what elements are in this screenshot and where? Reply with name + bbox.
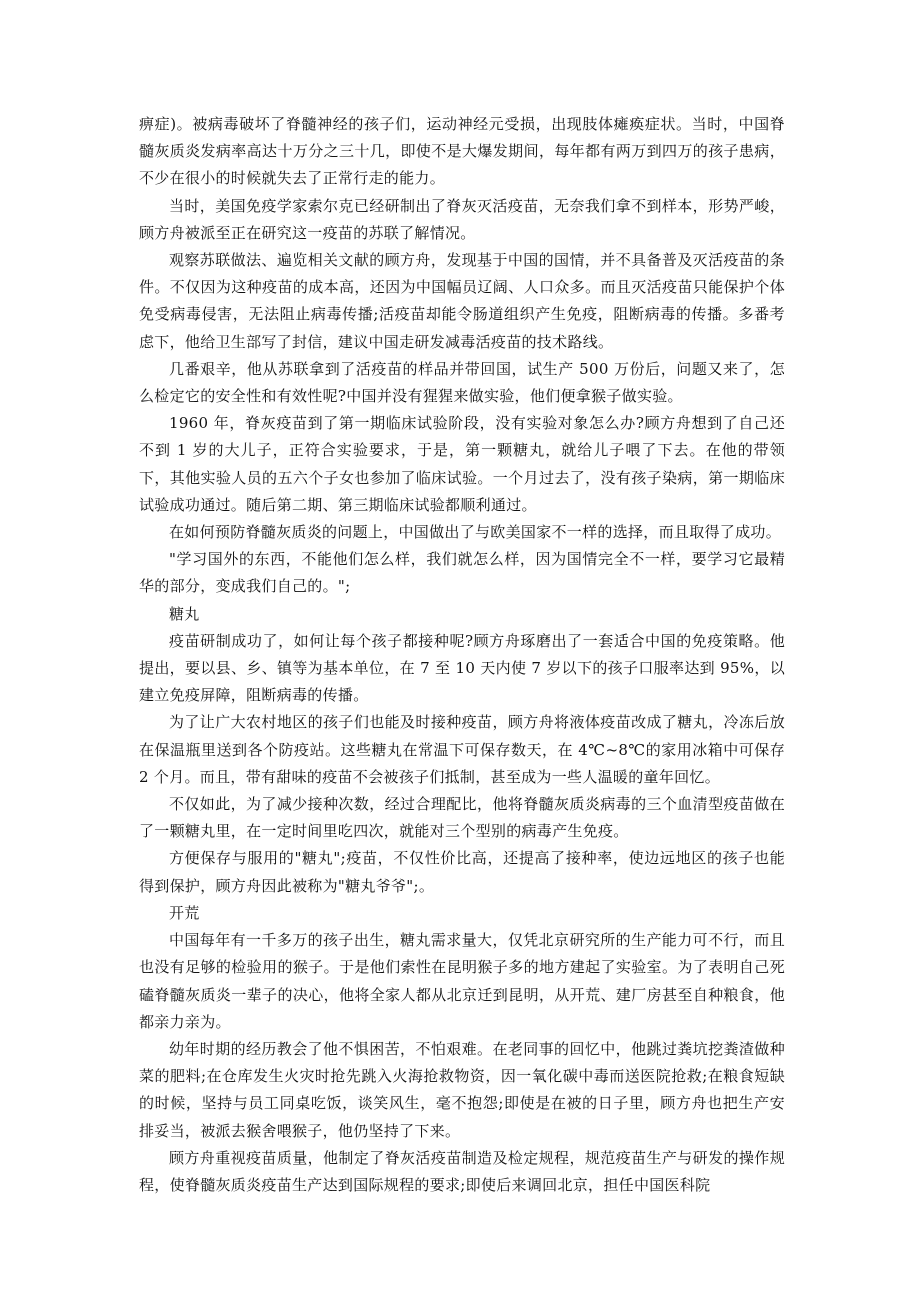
section-heading-tangwan: 糖丸	[169, 604, 200, 623]
document-body	[139, 111, 785, 1199]
paragraph-14: 幼年时期的经历教会了他不惧困苦，不怕艰难。在老同事的回忆中，他跳过粪坑挖粪渣做种菜的肥料;在仓库发生火灾时抢先跳入火海抢救物资，因一氧化碳中毒而送医院抢救;在粮食短缺的时候，坚持与员工同桌吃饭，谈笑风生，毫不抱怨;即使是在被的日子里，顾方舟也把生产安排妥当，被派去猴舍喂猴子，他仍坚持了下来。	[139, 1039, 785, 1140]
paragraph-11: 方便保存与服用的"糖丸";疫苗，不仅性价比高，还提高了接种率，使边远地区的孩子也能得到保护，顾方舟因此被称为"糖丸爷爷";。	[139, 849, 785, 895]
paragraph-6: 在如何预防脊髓灰质炎的问题上，中国做出了与欧美国家不一样的选择，而且取得了成功。	[169, 523, 782, 542]
section-heading-kaihuang: 开荒	[169, 903, 200, 922]
paragraph-15: 顾方舟重视疫苗质量，他制定了脊灰活疫苗制造及检定规程，规范疫苗生产与研发的操作规程，使脊髓灰质炎疫苗生产达到国际规程的要求;即使后来调回北京，担任中国医科院	[139, 1148, 785, 1194]
paragraph-5: 1960 年，脊灰疫苗到了第一期临床试验阶段，没有实验对象怎么办?顾方舟想到了自己还不到 1 岁的大儿子，正符合实验要求，于是，第一颗糖丸，就给儿子喂了下去。在他的带领下，其他实验人员的五六个子女也参加了临床试验。一个月过去了，没有孩子染病，第一期临床试验成功通过。随后第二期、第三期临床试验都顺利通过。	[139, 414, 785, 514]
paragraph-2: 当时，美国免疫学家索尔克已经研制出了脊灰灭活疫苗，无奈我们拿不到样本，形势严峻，顾方舟被派至正在研究这一疫苗的苏联了解情况。	[139, 196, 785, 242]
paragraph-13: 中国每年有一千多万的孩子出生，糖丸需求量大，仅凭北京研究所的生产能力可不行，而且也没有足够的检验用的猴子。于是他们索性在昆明猴子多的地方建起了实验室。为了表明自己死磕脊髓灰质炎一辈子的决心，他将全家人都从北京迁到昆明，从开荒、建厂房甚至自种粮食，他都亲力亲为。	[139, 931, 785, 1031]
paragraph-9: 为了让广大农村地区的孩子们也能及时接种疫苗，顾方舟将液体疫苗改成了糖丸，冷冻后放在保温瓶里送到各个防疫站。这些糖丸在常温下可保存数天，在 4℃~8℃的家用冰箱中可保存 2 个月。而且，带有甜味的疫苗不会被孩子们抵制，甚至成为一些人温暖的童年回忆。	[139, 713, 785, 786]
paragraph-8: 疫苗研制成功了，如何让每个孩子都接种呢?顾方舟琢磨出了一套适合中国的免疫策略。他提出，要以县、乡、镇等为基本单位，在 7 至 10 天内使 7 岁以下的孩子口服率达到 95%，以建立免疫屏障，阻断病毒的传播。	[139, 631, 785, 705]
paragraph-3: 观察苏联做法、遍览相关文献的顾方舟，发现基于中国的国情，并不具备普及灭活疫苗的条件。不仅因为这种疫苗的成本高，还因为中国幅员辽阔、人口众多。而且灭活疫苗只能保护个体免受病毒侵害，无法阻止病毒传播;活疫苗却能令肠道组织产生免疫，阻断病毒的传播。多番考虑下，他给卫生部写了封信，建议中国走研发减毒活疫苗的技术路线。	[139, 251, 785, 351]
paragraph-1: 痹症)。被病毒破坏了脊髓神经的孩子们，运动神经元受损，出现肢体瘫痪症状。当时，中国脊髓灰质炎发病率高达十万分之三十几，即使不是大爆发期间，每年都有两万到四万的孩子患病，不少在很小的时候就失去了正常行走的能力。	[139, 115, 785, 188]
quote-paragraph: "学习国外的东西，不能他们怎么样，我们就怎么样，因为国情完全不一样，要学习它最精华的部分，变成我们自己的。";	[139, 550, 785, 596]
paragraph-4: 几番艰辛，他从苏联拿到了活疫苗的样品并带回国，试生产 500 万份后，问题又来了，怎么检定它的安全性和有效性呢?中国并没有猩猩来做实验，他们便拿猴子做实验。	[139, 359, 785, 406]
paragraph-10: 不仅如此，为了减少接种次数，经过合理配比，他将脊髓灰质炎病毒的三个血清型疫苗做在了一颗糖丸里，在一定时间里吃四次，就能对三个型别的病毒产生免疫。	[139, 795, 785, 841]
